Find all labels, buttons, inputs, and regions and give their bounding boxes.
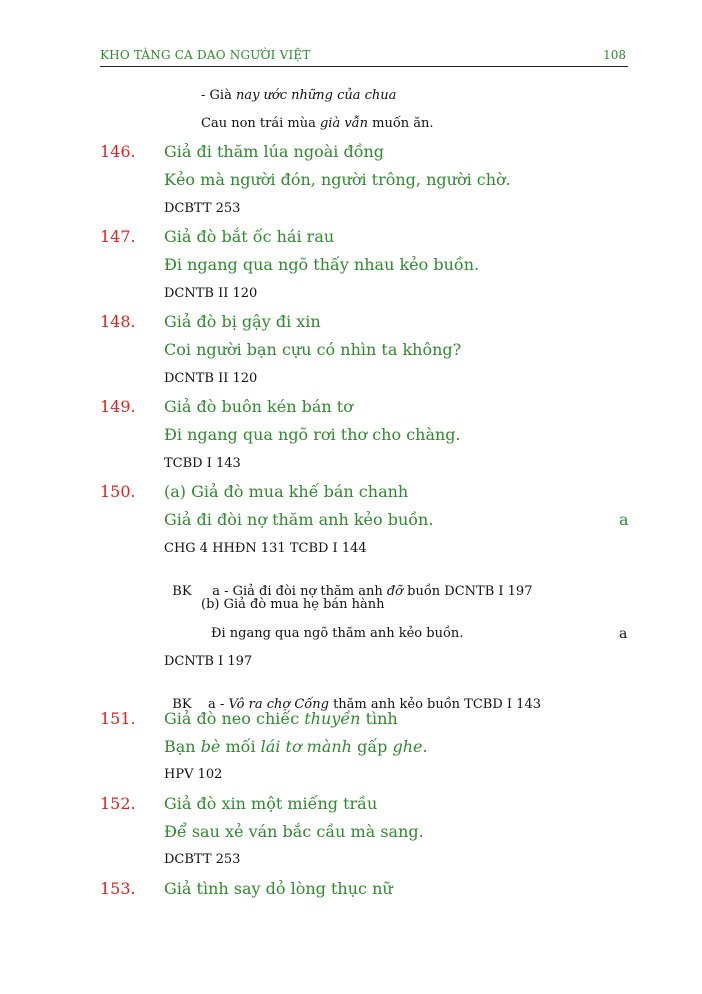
verse-line: Giả tình say dỏ lòng thục nữ [164, 879, 393, 898]
verse-line: Giả đi thăm lúa ngoài đồng [164, 142, 385, 161]
source-ref: CHG 4 HHĐN 131 TCBD I 144 [164, 541, 367, 556]
variant-marker: a [619, 510, 629, 529]
source-ref: DCBTT 253 [164, 201, 241, 216]
source-ref: DCNTB I 197 [164, 654, 253, 669]
verse-line: Để sau xẻ ván bắc cầu mà sang. [164, 822, 424, 841]
source-ref: HPV 102 [164, 767, 223, 782]
verse-line: Giả đò neo chiếc thuyền tình [164, 709, 398, 728]
source-ref: TCBD I 143 [164, 456, 241, 471]
verse-line: Giả đò buôn kén bán tơ [164, 397, 353, 416]
entry-number: 151. [100, 709, 136, 728]
variant-line: Đi ngang qua ngõ thăm anh kẻo buồn. [211, 626, 464, 641]
entry-number: 153. [100, 879, 136, 898]
variant-note: BK a - Vô ra chợ Cống thăm anh kẻo buồn TCBD I 143 [172, 697, 541, 712]
verse-line: Bạn bè mối lái tơ mành gấp ghe. [164, 737, 428, 756]
page-header [100, 48, 628, 67]
verse-line: Giả đò bắt ốc hái rau [164, 227, 335, 246]
variant-note: BK a - Giả đi đòi nợ thăm anh đỡ buồn DCNTB I 197 [172, 584, 533, 599]
variant-line: (b) Giả đò mua hẹ bán hành [201, 597, 385, 612]
variant-marker: a [619, 626, 628, 642]
source-ref: DCNTB II 120 [164, 286, 258, 301]
page-number: 108 [603, 48, 626, 62]
verse-line: Đi ngang qua ngõ rơi thơ cho chàng. [164, 425, 461, 444]
verse-line: Giả đi đòi nợ thăm anh kẻo buồn. [164, 510, 434, 529]
verse-line: Coi người bạn cựu có nhìn ta không? [164, 340, 462, 359]
book-title: KHO TÀNG CA DAO NGƯỜI VIỆT [100, 48, 311, 62]
entry-number: 147. [100, 227, 136, 246]
verse-line: Giả đò bị gậy đi xin [164, 312, 321, 331]
prev-line-1: - Già nay ước những của chua [201, 88, 397, 103]
entry-number: 152. [100, 794, 136, 813]
verse-line: (a) Giả đò mua khế bán chanh [164, 482, 409, 501]
source-ref: DCNTB II 120 [164, 371, 258, 386]
source-ref: DCBTT 253 [164, 852, 241, 867]
entry-number: 148. [100, 312, 136, 331]
prev-line-2: Cau non trái mùa già vẫn muốn ăn. [201, 116, 434, 131]
verse-line: Đi ngang qua ngõ thấy nhau kẻo buồn. [164, 255, 480, 274]
verse-line: Giả đò xin một miếng trầu [164, 794, 378, 813]
entry-number: 150. [100, 482, 136, 501]
verse-line: Kẻo mà người đón, người trông, người chờ. [164, 170, 511, 189]
entry-number: 149. [100, 397, 136, 416]
entry-number: 146. [100, 142, 136, 161]
